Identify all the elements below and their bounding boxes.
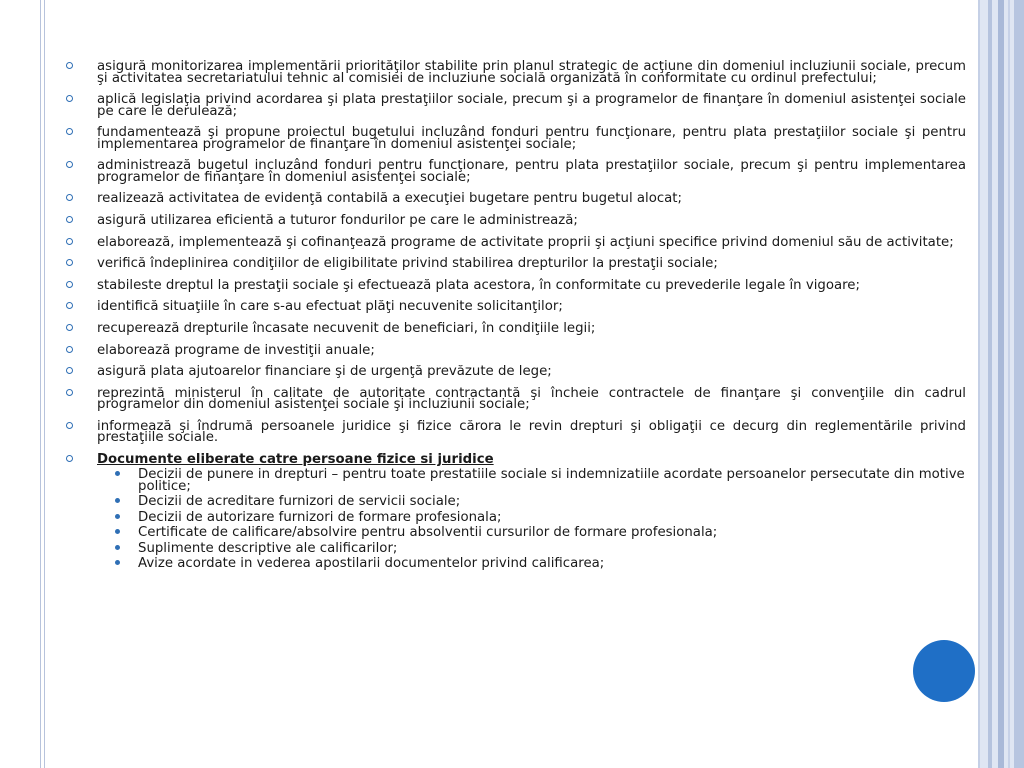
sub-list-item: Decizii de punere in drepturi – pentru toate prestatiile sociale si indemnizatiile acordate persoanelor persecutate din motive politice; xyxy=(66,469,966,492)
frame-bar xyxy=(988,0,992,768)
bullet-icon xyxy=(66,238,73,245)
frame-line xyxy=(44,0,45,768)
bullet-icon xyxy=(66,455,73,462)
frame-bar xyxy=(1008,0,1010,768)
bullet-icon xyxy=(66,128,73,135)
bullet-icon xyxy=(115,471,120,476)
bullet-icon xyxy=(115,529,120,534)
list-item: asigură monitorizarea implementării priorităţilor stabilite prin planul strategic de acţiune din domeniul incluziunii sociale, precum şi activitatea secretariatului tehnic al comisiei de incluziune socială organizată în conformitate cu ordinul prefectului; xyxy=(66,61,966,84)
bullet-icon xyxy=(66,161,73,168)
list-item: fundamentează şi propune proiectul bugetului incluzând fonduri pentru funcţionare, pentru plata prestaţiilor sociale şi pentru implementarea programelor de finanţare în domeniul asistenţei sociale; xyxy=(66,127,966,150)
list-item: recuperează drepturile încasate necuvenit de beneficiari, în condiţiile legii; xyxy=(66,323,966,335)
bullet-icon xyxy=(66,324,73,331)
frame-bar xyxy=(1014,0,1024,768)
list-item: elaborează programe de investiţii anuale; xyxy=(66,345,966,357)
bullet-icon xyxy=(66,216,73,223)
list-item: aplică legislaţia privind acordarea şi plata prestaţiilor sociale, precum şi a programelor de finanţare în domeniul asistenţei sociale pe care le derulează; xyxy=(66,94,966,117)
bullet-icon xyxy=(66,389,73,396)
slide-content xyxy=(66,61,966,574)
list-item: reprezintă ministerul în calitate de autoritate contractantă şi încheie contractele de finanţare şi convenţiile din cadrul programelor din domeniul asistenţei sociale şi incluziunii sociale; xyxy=(66,388,966,411)
list-item: identifică situaţiile în care s-au efectuat plăţi necuvenite solicitanţilor; xyxy=(66,301,966,313)
frame-line xyxy=(40,0,41,768)
sub-list-item: Avize acordate in vederea apostilarii documentelor privind calificarea; xyxy=(66,558,966,570)
frame-bar xyxy=(978,0,980,768)
bullet-icon xyxy=(66,302,73,309)
list-item: administrează bugetul incluzând fonduri pentru funcţionare, pentru plata prestaţiilor sociale, precum şi pentru implementarea programelor de finanţare în domeniul asistenţei sociale; xyxy=(66,160,966,183)
list-item: asigură utilizarea eficientă a tuturor fondurilor pe care le administrează; xyxy=(66,215,966,227)
frame-bar xyxy=(998,0,1004,768)
list-item: informează şi îndrumă persoanele juridice şi fizice cărora le revin drepturi şi obligaţii ce decurg din reglementările privind prestaţiile sociale. xyxy=(66,421,966,444)
bullet-icon xyxy=(115,560,120,565)
sub-list-item: Certificate de calificare/absolvire pentru absolventii cursurilor de formare profesionala; xyxy=(66,527,966,539)
list-item: elaborează, implementează şi cofinanţează programe de activitate proprii şi acţiuni specifice privind domeniul său de activitate; xyxy=(66,237,966,249)
bullet-icon xyxy=(66,367,73,374)
bullet-icon xyxy=(66,95,73,102)
list-item: stabileste dreptul la prestaţii sociale şi efectuează plata acestora, în conformitate cu prevederile legale în vigoare; xyxy=(66,280,966,292)
sub-list-item: Suplimente descriptive ale calificarilor; xyxy=(66,543,966,555)
right-frame xyxy=(978,0,1024,768)
circle-button[interactable] xyxy=(913,640,975,702)
bullet-icon xyxy=(66,281,73,288)
bullet-icon xyxy=(115,545,120,550)
bullet-icon xyxy=(66,259,73,266)
bullet-icon xyxy=(115,514,120,519)
list-item: verifică îndeplinirea condiţiilor de eligibilitate privind stabilirea drepturilor la prestaţii sociale; xyxy=(66,258,966,270)
left-frame xyxy=(0,0,46,768)
bullet-icon xyxy=(66,422,73,429)
list-item: asigură plata ajutoarelor financiare şi de urgenţă prevăzute de lege; xyxy=(66,366,966,378)
bullet-icon xyxy=(66,346,73,353)
bullet-icon xyxy=(66,62,73,69)
sub-list-item: Decizii de autorizare furnizori de formare profesionala; xyxy=(66,512,966,524)
bullet-icon xyxy=(115,498,120,503)
list-item: realizează activitatea de evidenţă contabilă a execuţiei bugetare pentru bugetul alocat; xyxy=(66,193,966,205)
bullet-icon xyxy=(66,194,73,201)
section-heading: Documente eliberate catre persoane fizice si juridice xyxy=(66,454,966,466)
sub-list-item: Decizii de acreditare furnizori de servicii sociale; xyxy=(66,496,966,508)
